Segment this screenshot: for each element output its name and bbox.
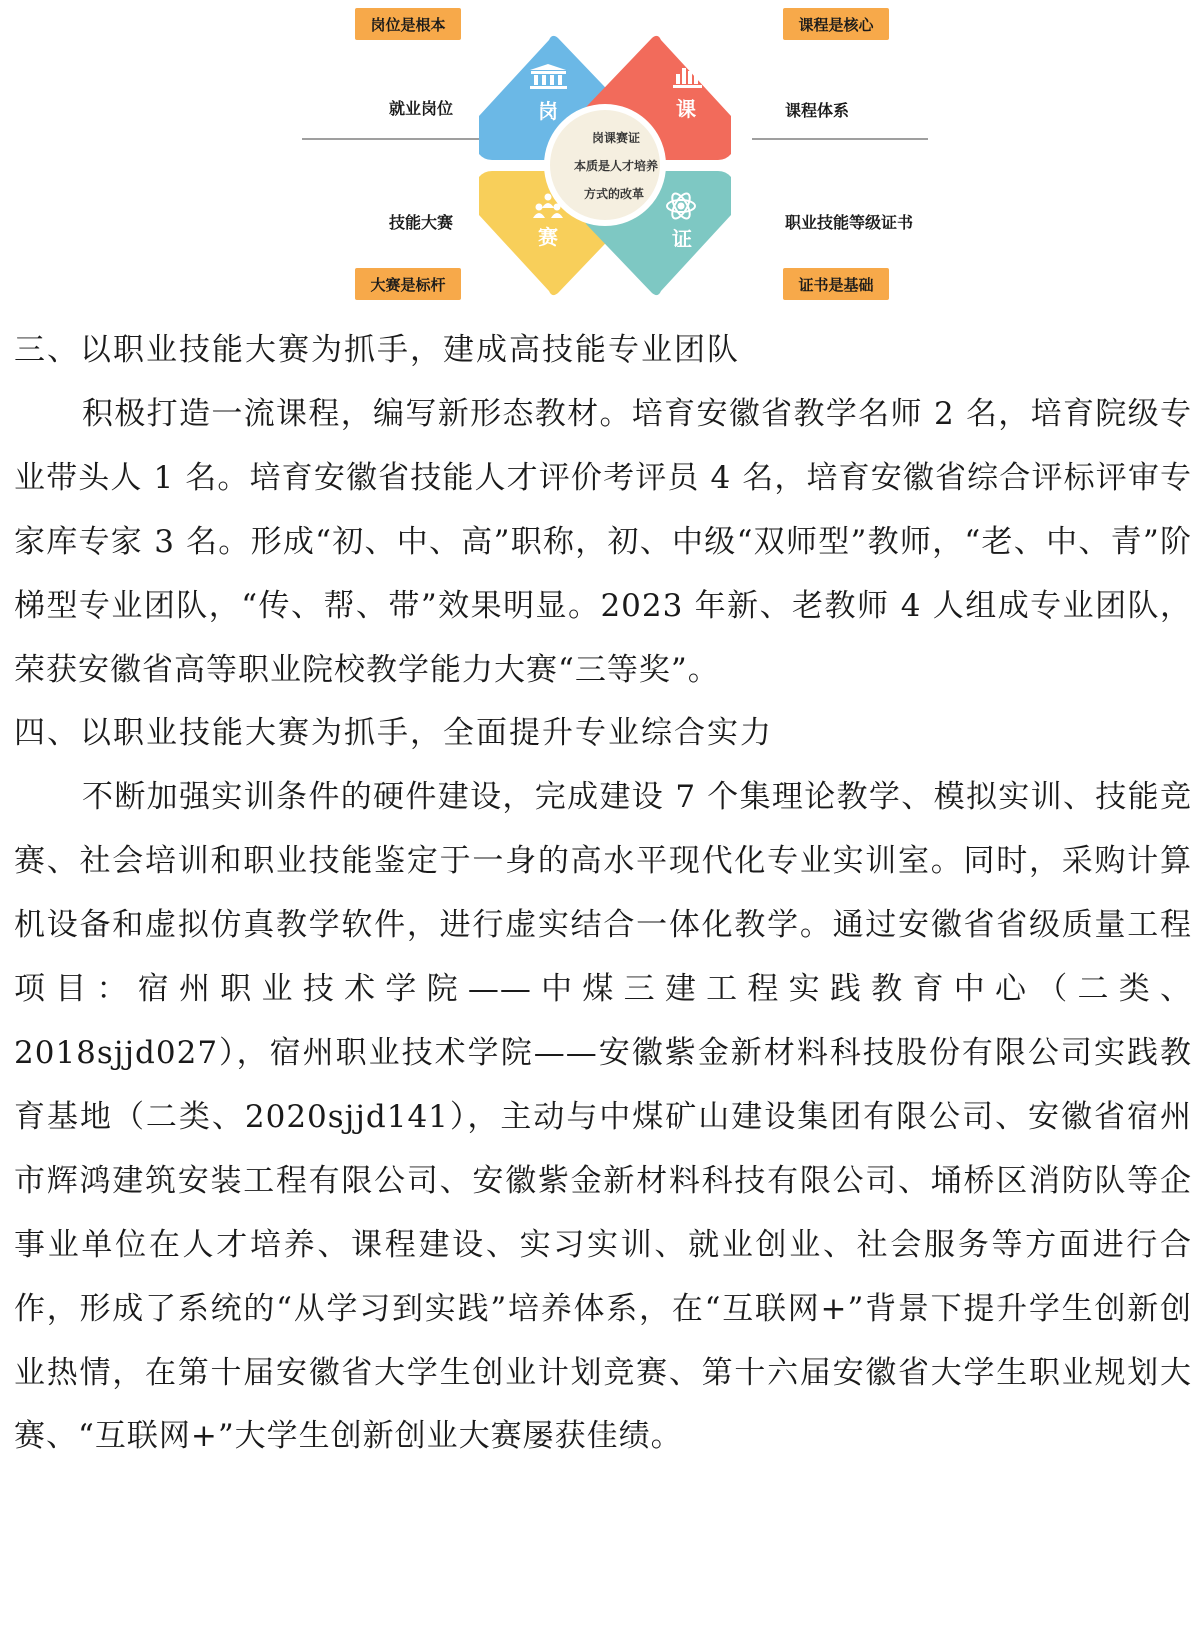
section-3-heading: 三、以职业技能大赛为抓手，建成高技能专业团队 [14,332,740,368]
document-body [14,319,1192,1469]
section-3-paragraph: 积极打造一流课程，编写新形态教材。培育安徽省教学名师 2 名，培育院级专业带头人 1 名。培育安徽省技能人才评价考评员 4 名，培育安徽省综合评标评审专家库专家 3 名。形成“初、中、高”职称，初、中级“双师型”教师，“老、中、青”阶梯型专业团队，“传、帮、带”效果明显。2023 年新、老教师 4 人组成专业团队，荣获安徽省高等职业院校教学能力大赛“三等奖”。 [14,395,1192,688]
side-label-certificate: 职业技能等级证书 [785,213,914,232]
tag-post-fundamental: 岗位是根本 [370,16,446,34]
quadrant-label-ke: 课 [676,97,696,121]
gang-ke-sai-zheng-diagram [0,0,1203,310]
section-4-paragraph: 不断加强实训条件的硬件建设，完成建设 7 个集理论教学、模拟实训、技能竞赛、社会培训和职业技能鉴定于一身的高水平现代化专业实训室。同时，采购计算机设备和虚拟仿真教学软件，进行虚实结合一体化教学。通过安徽省省级质量工程项目：宿州职业技术学院——中煤三建工程实践教育中心（二类、2018sjjd027），宿州职业技术学院——安徽紫金新材料科技股份有限公司实践教育基地（二类、2020sjjd141），主动与中煤矿山建设集团有限公司、安徽省宿州市辉鸿建筑安装工程有限公司、安徽紫金新材料科技有限公司、埇桥区消防队等企事业单位在人才培养、课程建设、实习实训、就业创业、社会服务等方面进行合作，形成了系统的“从学习到实践”培养体系，在“互联网+”背景下提升学生创新创业热情，在第十届安徽省大学生创业计划竞赛、第十六届安徽省大学生职业规划大赛、“互联网+”大学生创新创业大赛屡获佳绩。 [14,779,1192,1455]
tag-course-core: 课程是核心 [798,16,874,34]
center-line-1: 岗课赛证 [591,131,641,145]
center-line-2: 本质是人才培养 [573,159,659,173]
quadrant-label-zheng: 证 [672,227,692,251]
side-label-course-system: 课程体系 [785,101,850,120]
tag-certificate-basis: 证书是基础 [798,276,874,294]
tag-competition-benchmark: 大赛是标杆 [370,276,446,294]
side-label-employment-post: 就业岗位 [389,99,454,118]
section-4-heading: 四、以职业技能大赛为抓手，全面提升专业综合实力 [14,715,773,752]
center-line-3: 方式的改革 [583,187,645,201]
quadrant-label-sai: 赛 [538,225,558,249]
quadrant-label-gang: 岗 [538,99,558,123]
side-label-skills-competition: 技能大赛 [389,213,454,232]
